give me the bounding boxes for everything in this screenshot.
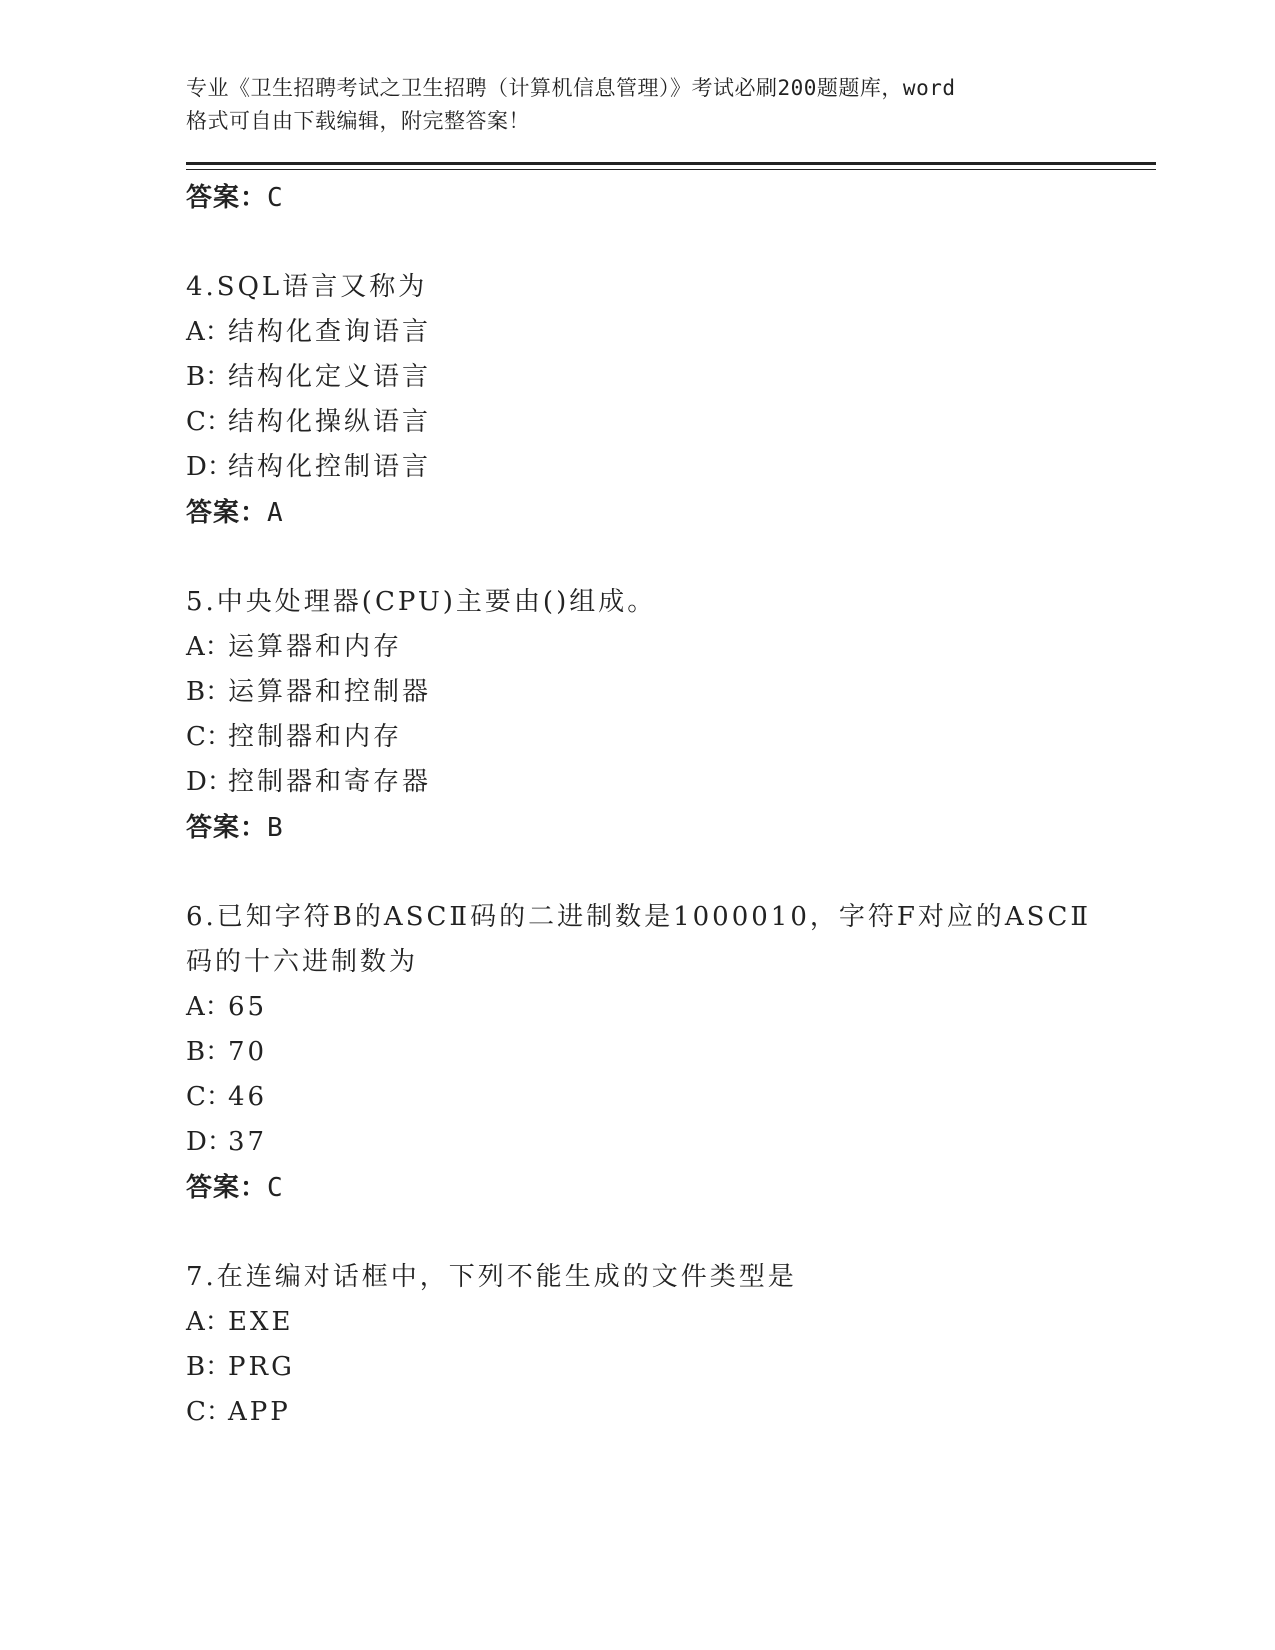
option-key: C： bbox=[186, 722, 232, 752]
option-text: 控制器和内存 bbox=[228, 722, 403, 752]
option-key: D： bbox=[186, 452, 233, 482]
option-c bbox=[186, 400, 1156, 445]
option-text: 运算器和内存 bbox=[228, 632, 403, 662]
option-text: 70 bbox=[228, 1037, 268, 1067]
option-key: A： bbox=[186, 1307, 231, 1337]
option-key: C： bbox=[186, 1082, 232, 1112]
option-c bbox=[186, 1075, 1156, 1120]
question-stem: 4.SQL语言又称为 bbox=[186, 272, 428, 302]
option-key: B： bbox=[186, 1352, 232, 1382]
option-key: B： bbox=[186, 677, 232, 707]
answer-label: 答案： bbox=[186, 183, 268, 213]
option-b bbox=[186, 355, 1156, 400]
answer-line bbox=[186, 175, 1156, 221]
option-text: 结构化控制语言 bbox=[228, 452, 432, 482]
option-d bbox=[186, 1120, 1156, 1165]
option-d bbox=[186, 760, 1156, 805]
option-text: 65 bbox=[228, 992, 268, 1022]
option-a bbox=[186, 310, 1156, 355]
option-text: 结构化查询语言 bbox=[228, 317, 432, 347]
question-stem-line-2: 码的十六进制数为 bbox=[186, 947, 419, 977]
option-b bbox=[186, 1030, 1156, 1075]
option-text: 46 bbox=[228, 1082, 268, 1112]
question-stem: 7.在连编对话框中，下列不能生成的文件类型是 bbox=[186, 1262, 797, 1292]
option-text: 37 bbox=[228, 1127, 268, 1157]
option-key: D： bbox=[186, 1127, 233, 1157]
answer-line bbox=[186, 490, 1156, 536]
option-key: A： bbox=[186, 317, 231, 347]
header-line-1: 专业《卫生招聘考试之卫生招聘（计算机信息管理）》考试必刷200题题库，word bbox=[186, 76, 956, 100]
question-7 bbox=[186, 1255, 1156, 1435]
question-stem-line-1: 6.已知字符B的ASCⅡ码的二进制数是1000010，字符F对应的ASCⅡ bbox=[186, 902, 1092, 932]
option-text: EXE bbox=[228, 1307, 294, 1337]
option-text: 运算器和控制器 bbox=[228, 677, 432, 707]
header-divider bbox=[186, 162, 1156, 165]
question-stem: 5.中央处理器(CPU)主要由()组成。 bbox=[186, 587, 657, 617]
option-b bbox=[186, 1345, 1156, 1390]
option-c bbox=[186, 1390, 1156, 1435]
answer-line bbox=[186, 805, 1156, 851]
option-key: C： bbox=[186, 407, 232, 437]
question-6 bbox=[186, 895, 1156, 1211]
question-5 bbox=[186, 580, 1156, 851]
option-key: D： bbox=[186, 767, 233, 797]
answer-line bbox=[186, 1165, 1156, 1211]
option-text: 结构化操纵语言 bbox=[228, 407, 432, 437]
answer-label: 答案： bbox=[186, 1173, 268, 1203]
answer-label: 答案： bbox=[186, 498, 268, 528]
option-key: C： bbox=[186, 1397, 232, 1427]
option-key: A： bbox=[186, 992, 231, 1022]
option-d bbox=[186, 445, 1156, 490]
option-b bbox=[186, 670, 1156, 715]
answer-value: B bbox=[267, 813, 284, 843]
answer-value: C bbox=[267, 183, 284, 213]
option-a bbox=[186, 625, 1156, 670]
answer-value: C bbox=[267, 1173, 284, 1203]
option-key: A： bbox=[186, 632, 231, 662]
document-header bbox=[186, 72, 1086, 138]
option-a bbox=[186, 985, 1156, 1030]
document-page bbox=[186, 72, 1156, 1435]
option-text: APP bbox=[228, 1397, 291, 1427]
option-key: B： bbox=[186, 1037, 232, 1067]
option-key: B： bbox=[186, 362, 232, 392]
option-text: 控制器和寄存器 bbox=[228, 767, 432, 797]
option-a bbox=[186, 1300, 1156, 1345]
option-text: PRG bbox=[228, 1352, 295, 1382]
answer-label: 答案： bbox=[186, 813, 268, 843]
question-4 bbox=[186, 265, 1156, 536]
answer-value: A bbox=[267, 498, 284, 528]
option-text: 结构化定义语言 bbox=[228, 362, 432, 392]
option-c bbox=[186, 715, 1156, 760]
header-line-2: 格式可自由下载编辑，附完整答案！ bbox=[186, 109, 530, 133]
